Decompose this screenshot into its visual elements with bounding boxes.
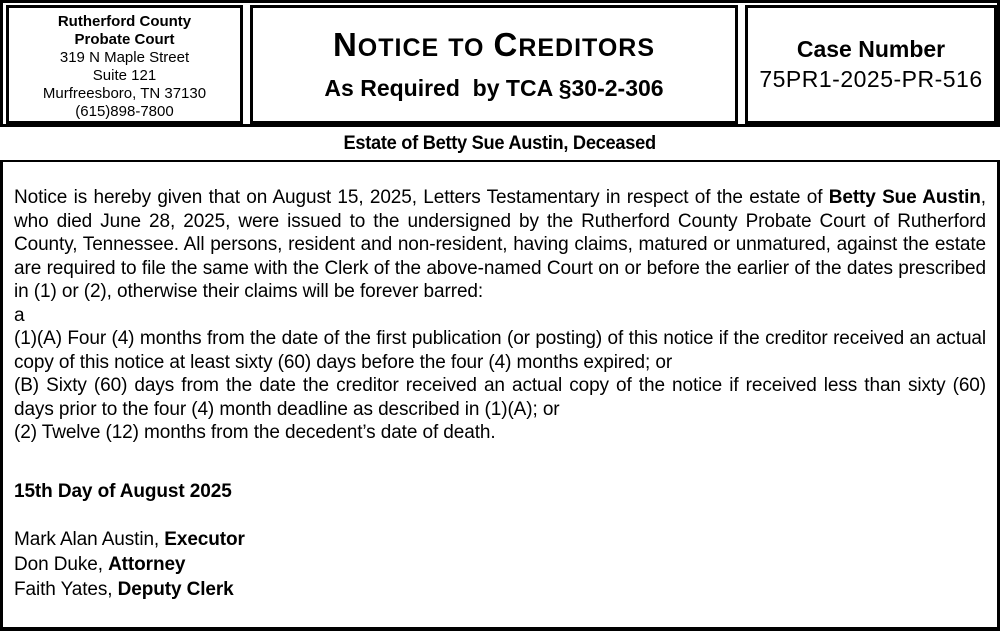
estate-banner xyxy=(0,124,1000,162)
notice-body xyxy=(14,186,986,602)
document-subtitle: As Required by TCA §30-2-306 xyxy=(324,74,664,101)
title-word3-initial: C xyxy=(493,25,519,63)
paragraph1-text-start: Notice is hereby given that on August 15, 2025, Letters Testamentary in respect of the estate of xyxy=(14,187,829,208)
signatory-name: Don Duke, xyxy=(14,554,103,575)
court-address-box xyxy=(6,5,243,124)
document-title xyxy=(332,25,656,69)
clause-b: (B) Sixty (60) days from the date the creditor received an actual copy of the notice if received less than sixty (60) days prior to the four (4) month deadline as described in (1)(A); or xyxy=(14,375,986,420)
signature-line-executor xyxy=(14,527,986,552)
notice-paragraph-1 xyxy=(14,186,986,304)
court-address-city: Murfreesboro, TN 37130 xyxy=(42,85,207,102)
signature-line-attorney xyxy=(14,552,986,577)
court-name-line1: Rutherford County xyxy=(57,13,192,30)
signatory-name: Mark Alan Austin, xyxy=(14,529,160,550)
court-phone: (615)898-7800 xyxy=(75,103,174,120)
court-address-suite: Suite 121 xyxy=(92,67,157,84)
title-word2: TO xyxy=(448,33,485,62)
paragraph1-text-end: , who died June 28, 2025, were issued to the undersigned by the Rutherford County Probate Court of Rutherford County, Tennessee. All persons, resident and non-resident, having claims, matured or unmatured, against the estate are required to file the same with the Clerk of the above-named Court on or before the earlier of the dates prescribed in (1) or (2), otherwise their claims will be forever barred: xyxy=(14,187,986,302)
signature-block xyxy=(14,527,986,602)
signatory-role: Executor xyxy=(164,529,245,550)
case-number-label: Case Number xyxy=(796,36,946,62)
notice-title-box xyxy=(250,5,738,124)
execution-date: 15th Day of August 2025 xyxy=(14,480,232,502)
stray-character: a xyxy=(14,304,25,326)
case-number-box xyxy=(745,5,997,124)
title-word1-rest: OTICE xyxy=(357,33,440,62)
clause-1a: (1)(A) Four (4) months from the date of the first publication (or posting) of this notice if the creditor received an actual copy of this notice at least sixty (60) days before the four (4) months expired; or xyxy=(14,328,986,373)
court-name-line2: Probate Court xyxy=(74,31,175,48)
signatory-name: Faith Yates, xyxy=(14,579,113,600)
decedent-name: Betty Sue Austin xyxy=(828,187,981,208)
title-word3-rest: REDITORS xyxy=(518,33,656,62)
estate-banner-text: Estate of Betty Sue Austin, Deceased xyxy=(343,132,657,154)
clause-2: (2) Twelve (12) months from the decedent’s date of death. xyxy=(14,422,496,443)
title-word1-initial: N xyxy=(332,25,358,63)
signature-line-deputy-clerk xyxy=(14,577,986,602)
case-number-value: 75PR1-2025-PR-516 xyxy=(759,66,983,92)
signatory-role: Deputy Clerk xyxy=(117,579,234,600)
signatory-role: Attorney xyxy=(108,554,186,575)
court-address-street: 319 N Maple Street xyxy=(59,49,190,66)
